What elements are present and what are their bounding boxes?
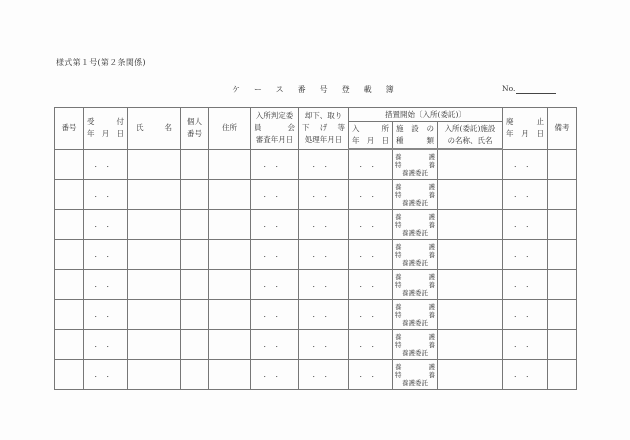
facility-kind-option[interactable]: 養護委託 [402,318,428,327]
page-title: ケース番号登載簿 [232,85,408,94]
admission-date-cell[interactable] [349,300,393,330]
name-cell[interactable] [128,149,181,180]
facility-kind-option[interactable]: 養 護 [395,362,435,371]
name-cell[interactable] [128,300,181,330]
facility-type-cell[interactable] [393,300,438,330]
date-placeholder: ．． [263,250,292,259]
facility-kind-option[interactable]: 養護委託 [402,288,428,297]
date-placeholder: ．． [94,250,123,259]
case-no-cell[interactable] [55,330,84,360]
judgment-date-cell[interactable] [251,149,299,180]
date-placeholder: ．． [514,340,542,349]
date-placeholder: ．． [312,310,341,319]
date-placeholder: ．． [514,159,542,169]
rejection-date-cell[interactable] [299,330,349,360]
date-placeholder: ．． [514,370,542,379]
table-row [55,240,577,270]
facility-name-cell[interactable] [438,360,503,390]
name-cell[interactable] [128,360,181,390]
facility-name-cell[interactable] [438,210,503,240]
received-date-cell[interactable] [84,240,128,270]
facility-kind-option[interactable]: 特 養 [395,220,435,229]
date-placeholder: ．． [312,159,341,169]
judgment-date-cell[interactable] [251,210,299,240]
facility-type-cell[interactable] [393,180,438,210]
date-placeholder: ．． [263,190,292,199]
address-cell[interactable] [209,240,251,270]
form-number: 様式第１号(第２条関係) [56,58,146,67]
facility-kind-option[interactable]: 養護委託 [402,198,428,207]
admission-date-cell[interactable] [349,360,393,390]
remarks-cell[interactable] [548,270,577,300]
facility-kind-option[interactable]: 養護委託 [402,228,428,237]
table-row [55,270,577,300]
discontinued-date-cell[interactable] [503,149,548,180]
date-placeholder: ．． [312,220,341,229]
received-date-cell[interactable] [84,300,128,330]
facility-kind-option[interactable]: 養 護 [395,302,435,311]
name-cell[interactable] [128,180,181,210]
address-cell[interactable] [209,180,251,210]
judgment-date-cell[interactable] [251,180,299,210]
judgment-date-cell[interactable] [251,300,299,330]
header-case-no: 番号 [55,108,84,150]
facility-kind-option[interactable]: 養 護 [395,212,435,221]
admission-date-cell[interactable] [349,330,393,360]
table-row [55,180,577,210]
judgment-date-cell[interactable] [251,270,299,300]
date-placeholder: ．． [312,340,341,349]
personal-no-cell[interactable] [181,300,209,330]
case-no-cell[interactable] [55,149,84,180]
discontinued-date-cell[interactable] [503,240,548,270]
received-date-cell[interactable] [84,360,128,390]
admission-date-cell[interactable] [349,270,393,300]
date-placeholder: ．． [514,280,542,289]
discontinued-date-cell[interactable] [503,180,548,210]
facility-kind-option[interactable]: 特 養 [395,370,435,379]
personal-no-cell[interactable] [181,330,209,360]
header-facility-name: 入所(委託)施設 の名称、氏名 [438,122,503,150]
address-cell[interactable] [209,360,251,390]
date-placeholder: ．． [359,340,388,349]
facility-name-cell[interactable] [438,300,503,330]
facility-kind-option[interactable]: 養 護 [395,152,435,161]
date-placeholder: ．． [263,310,292,319]
date-placeholder: ．． [359,280,388,289]
remarks-cell[interactable] [548,360,577,390]
facility-kind-option[interactable]: 特 養 [395,280,435,289]
remarks-cell[interactable] [548,210,577,240]
date-placeholder: ．． [359,220,388,229]
number-label: No. [502,84,516,93]
rejection-date-cell[interactable] [299,300,349,330]
date-placeholder: ．． [312,250,341,259]
facility-kind-option[interactable]: 養 護 [395,272,435,281]
judgment-date-cell[interactable] [251,330,299,360]
address-cell[interactable] [209,270,251,300]
remarks-cell[interactable] [548,330,577,360]
date-placeholder: ．． [359,310,388,319]
admission-date-cell[interactable] [349,240,393,270]
number-field[interactable] [516,93,556,94]
date-placeholder: ．． [94,159,123,169]
header-judgment-date: 入所判定委 員 会 審査年月日 [251,108,299,150]
case-no-cell[interactable] [55,360,84,390]
received-date-cell[interactable] [84,330,128,360]
rejection-date-cell[interactable] [299,180,349,210]
address-cell[interactable] [209,300,251,330]
admission-date-cell[interactable] [349,210,393,240]
facility-kind-option[interactable]: 養 護 [395,332,435,341]
discontinued-date-cell[interactable] [503,300,548,330]
header-received-date: 受 付 年 月 日 [84,108,128,150]
received-date-cell[interactable] [84,210,128,240]
header-address: 住所 [209,108,251,150]
facility-kind-option[interactable]: 特 養 [395,310,435,319]
received-date-cell[interactable] [84,180,128,210]
facility-kind-option[interactable]: 養護委託 [402,378,428,387]
header-facility-type: 施 設 の 種 類 [393,122,438,150]
facility-kind-option[interactable]: 養護委託 [402,258,428,267]
header-personal-no: 個人 番号 [181,108,209,150]
header-remarks: 備考 [548,108,577,150]
facility-kind-option[interactable]: 特 養 [395,160,435,169]
case-no-cell[interactable] [55,210,84,240]
header-name: 氏 名 [128,108,181,150]
facility-type-cell[interactable] [393,210,438,240]
date-placeholder: ．． [94,340,123,349]
date-placeholder: ．． [312,280,341,289]
facility-kind-option[interactable]: 特 養 [395,340,435,349]
personal-no-cell[interactable] [181,360,209,390]
table-row [55,149,577,180]
header-rejection-date: 却下、取り 下 げ 等 処理年月日 [299,108,349,150]
date-placeholder: ．． [263,220,292,229]
facility-kind-option[interactable]: 養護委託 [402,348,428,357]
header-admission-date: 入 所 年 月 日 [349,122,393,150]
date-placeholder: ．． [514,310,542,319]
facility-type-cell[interactable] [393,330,438,360]
date-placeholder: ．． [263,340,292,349]
table-row [55,360,577,390]
personal-no-cell[interactable] [181,210,209,240]
date-placeholder: ．． [94,310,123,319]
date-placeholder: ．． [359,160,388,169]
remarks-cell[interactable] [548,300,577,330]
name-cell[interactable] [128,240,181,270]
date-placeholder: ．． [312,370,341,379]
date-placeholder: ．． [514,250,542,259]
facility-kind-option[interactable]: 養 護 [395,242,435,251]
personal-no-cell[interactable] [181,270,209,300]
facility-type-cell[interactable] [393,240,438,270]
date-placeholder: ．． [94,280,123,289]
personal-no-cell[interactable] [181,149,209,180]
rejection-date-cell[interactable] [299,149,349,180]
date-placeholder: ．． [514,220,542,229]
header-discontinued-date: 廃 止 年 月 日 [503,108,548,150]
facility-type-cell[interactable] [393,360,438,390]
date-placeholder: ．． [312,190,341,199]
name-cell[interactable] [128,210,181,240]
date-placeholder: ．． [94,190,123,199]
rejection-date-cell[interactable] [299,270,349,300]
judgment-date-cell[interactable] [251,240,299,270]
admission-date-cell[interactable] [349,180,393,210]
table-row [55,210,577,240]
facility-name-cell[interactable] [438,240,503,270]
date-placeholder: ．． [359,370,388,379]
name-cell[interactable] [128,330,181,360]
case-no-cell[interactable] [55,270,84,300]
date-placeholder: ．． [263,159,292,169]
remarks-cell[interactable] [548,149,577,180]
remarks-cell[interactable] [548,240,577,270]
address-cell[interactable] [209,210,251,240]
facility-name-cell[interactable] [438,180,503,210]
facility-name-cell[interactable] [438,149,503,180]
facility-type-cell[interactable] [393,270,438,300]
facility-name-cell[interactable] [438,330,503,360]
date-placeholder: ．． [263,280,292,289]
facility-name-cell[interactable] [438,270,503,300]
discontinued-date-cell[interactable] [503,210,548,240]
header-measures-group: 措置開始〔入所(委託)〕 [349,108,503,122]
rejection-date-cell[interactable] [299,360,349,390]
case-no-cell[interactable] [55,180,84,210]
address-cell[interactable] [209,330,251,360]
discontinued-date-cell[interactable] [503,360,548,390]
facility-kind-option[interactable]: 養護委託 [402,168,428,177]
date-placeholder: ．． [359,190,388,199]
address-cell[interactable] [209,149,251,180]
discontinued-date-cell[interactable] [503,270,548,300]
rejection-date-cell[interactable] [299,240,349,270]
remarks-cell[interactable] [548,180,577,210]
date-placeholder: ．． [94,220,123,229]
date-placeholder: ．． [514,190,542,199]
facility-type-cell[interactable] [393,149,438,180]
received-date-cell[interactable] [84,149,128,180]
case-register-table [54,107,577,390]
personal-no-cell[interactable] [181,240,209,270]
facility-kind-option[interactable]: 特 養 [395,190,435,199]
judgment-date-cell[interactable] [251,360,299,390]
name-cell[interactable] [128,270,181,300]
received-date-cell[interactable] [84,270,128,300]
admission-date-cell[interactable] [349,149,393,180]
date-placeholder: ．． [263,370,292,379]
case-no-cell[interactable] [55,240,84,270]
discontinued-date-cell[interactable] [503,330,548,360]
rejection-date-cell[interactable] [299,210,349,240]
case-no-cell[interactable] [55,300,84,330]
date-placeholder: ．． [94,370,123,379]
facility-kind-option[interactable]: 特 養 [395,250,435,259]
personal-no-cell[interactable] [181,180,209,210]
facility-kind-option[interactable]: 養 護 [395,182,435,191]
table-row [55,300,577,330]
table-row [55,330,577,360]
date-placeholder: ．． [359,250,388,259]
